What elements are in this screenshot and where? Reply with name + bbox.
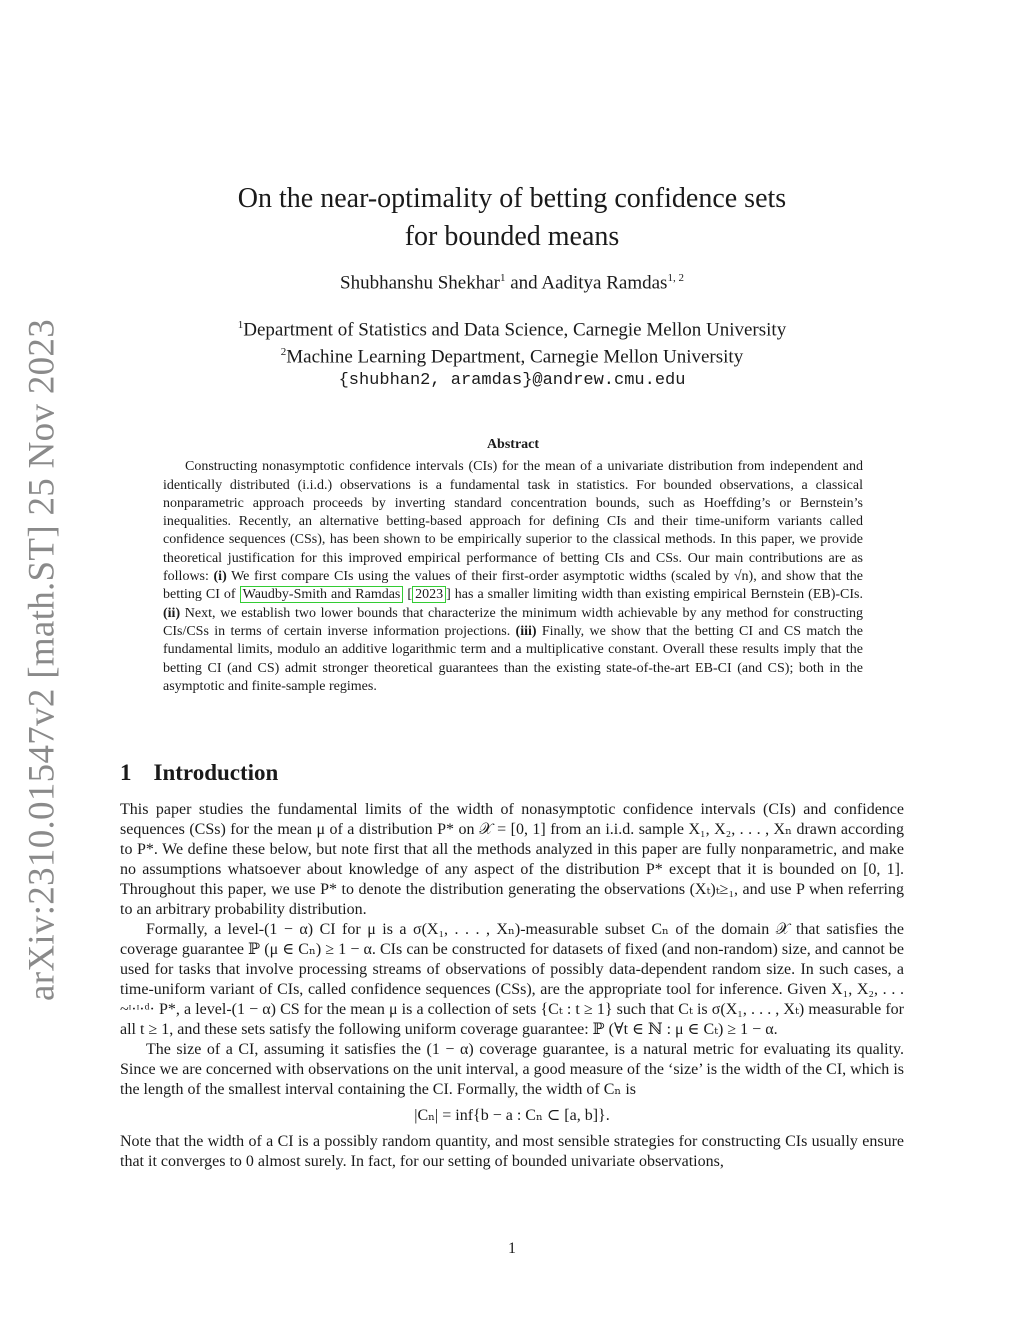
body-text [120,800,904,1172]
author-1-affil: 1 [499,272,506,284]
arxiv-identifier: arXiv:2310.01547v2 [math.ST] 25 Nov 2023 [21,318,63,1002]
abstract [163,436,863,696]
abstract-heading: Abstract [486,437,540,452]
email: {shubhan2, aramdas}@andrew.cmu.edu [338,370,686,390]
citation-year-link[interactable]: 2023 [412,586,446,603]
authors-and: and [505,272,542,294]
abstract-part-5: Finally, we show that the betting CI and CS match the fundamental limits, modulo an additive logarithmic term and a multiplicative constant. Overall these results imply that the betting CI (and CS) admit stronger theoretical guarantees than the existing state-of-the-art EB-CI (and CS); both in the asymptotic and finite-sample regimes. [163,623,863,694]
affiliation-1-marker: 1 [237,319,244,331]
authors [150,272,874,294]
abstract-part-2: We first compare CIs using the values of their first-order asymptotic widths (scaled by √n), and show that the betting CI of [163,569,864,603]
section-title: Introduction [153,760,279,785]
abstract-part-3: has a smaller limiting width than existing empirical Bernstein (EB)-CIs. [450,587,864,603]
author-2-affil: 1, 2 [667,272,684,284]
paragraph-1: This paper studies the fundamental limits of the width of nonasymptotic confidence intervals (CIs) and confidence sequences (CSs) for the mean μ of a distribution P* on 𝒳 = [0, 1] from an i.i.d. sample X₁, X₂, . . . , Xₙ drawn according to P*. We define these below, but note first that all the methods analyzed in this paper are fully nonparametric, and make no assumptions whatsoever about knowledge of any aspect of the distribution P* except that it is bounded on [0, 1]. Throughout this paper, we use P* to denote the distribution generating the observations (Xₜ)ₜ≥₁, and use P when referring to an arbitrary probability distribution. [120,801,904,918]
citation-link[interactable]: Waudby-Smith and Ramdas [240,586,404,603]
abstract-part-1: Constructing nonasymptotic confidence intervals (CIs) for the mean of a univariate distribution from independent and identically distributed (i.i.d.) observations is a fundamental task in statistics. For bounded observations, a classical nonparametric approach proceeds by inverting standard concentration bounds, such as Hoeffding’s or Bernstein’s inequalities. Recently, an alternative betting-based approach for defining CIs and their time-uniform variants called confidence sequences (CSs), has been shown to be empirically superior to the classical methods. In this paper, we provide theoretical justification for this improved empirical performance of betting CIs and CSs. Our main contributions are as follows: [163,459,863,585]
section-heading [120,760,278,786]
author-2: Aaditya Ramdas [541,272,668,294]
author-1: Shubhanshu Shekhar [340,272,500,294]
section-number: 1 [120,760,132,785]
paper-title [150,180,874,256]
title-line-1: On the near-optimality of betting confidence sets [237,183,787,214]
abstract-text: Constructing nonasymptotic confidence intervals (CIs) for the mean of a univariate distribution from independent and identically distributed (i.i.d.) observations is a fundamental task in statistics. For bounded observations, a classical nonparametric approach proceeds by inverting standard concentration bounds, such as Hoeffding’s or Bernstein’s inequalities. Recently, an alternative betting-based approach for defining CIs and their time-uniform variants called confidence sequences (CSs), has been shown to be empirically superior to the classical methods. In this paper, we provide theoretical justification for this improved empirical performance of betting CIs and CSs. Our main contributions are as follows: (i) We first compare CIs using the values of their first-order asymptotic widths (scaled by √n), and show that the betting CI of Waudby-Smith and Ramdas [ 2023 ] has a smaller limiting width than existing empirical Bernstein (EB)-CIs. (ii) Next, we establish two lower bounds that characterize the minimum width achievable by any method for constructing CIs/CSs in terms of certain inverse information projections. (iii) Finally, we show that the betting CI and CS match the fundamental limits, modulo an additive logarithmic term and a multiplicative constant. Overall these results imply that the betting CI (and CS) admit stronger theoretical guarantees than the existing state-of-the-art EB-CI (and CS); both in the asymptotic and finite-sample regimes. [163,459,864,694]
affiliation-1 [150,314,874,341]
contribution-i-label: (i) [213,569,227,585]
paragraph-2: Formally, a level-(1 − α) CI for μ is a σ(X₁, . . . , Xₙ)-measurable subset Cₙ of the domain 𝒳 that satisfies the coverage guarantee ℙ (μ ∈ Cₙ) ≥ 1 − α. CIs can be constructed for datasets of fixed (and non-random) size, and cannot be used for tasks that involve processing streams of observations of possibly data-dependent random size. In such cases, a time-uniform variant of CIs, called confidence sequences (CSs), are the appropriate tool for inference. Given X₁, X₂, . . . ~ᶦ·ᶦ·ᵈ· P*, a level-(1 − α) CS for the mean μ is a collection of sets {Cₜ : t ≥ 1} such that Cₜ is σ(X₁, . . . , Xₜ) measurable for all t ≥ 1, and these sets satisfy the following uniform coverage guarantee: ℙ (∀t ∈ ℕ : μ ∈ Cₜ) ≥ 1 − α. [120,921,904,1038]
paragraph-4: Note that the width of a CI is a possibly random quantity, and most sensible strategies for constructing CIs usually ensure that it converges to 0 almost surely. In fact, for our setting of bounded univariate observations, [120,1133,904,1170]
width-equation: |Cₙ| = inf{b − a : Cₙ ⊂ [a, b]}. [414,1107,610,1124]
page-number: 1 [508,1240,516,1257]
paragraph-3: The size of a CI, assuming it satisfies the (1 − α) coverage guarantee, is a natural metric for evaluating its quality. Since we are concerned with observations on the unit interval, a good measure of the ‘size’ is the width of the CI, which is the length of the smallest interval containing the CI. Formally, the width of Cₙ is [120,1041,904,1098]
affiliation-1-text: Department of Statistics and Data Science, Carnegie Mellon University [243,319,787,341]
abstract-part-4: Next, we establish two lower bounds that characterize the minimum width achievable by any method for constructing CIs/CSs in terms of certain inverse information projections. [163,605,863,639]
contribution-iii-label: (iii) [515,623,537,639]
affiliation-2-text: Machine Learning Department, Carnegie Mellon University [286,346,744,368]
arxiv-sidebar [14,318,70,1002]
affiliation-2-marker: 2 [280,346,287,359]
contribution-ii-label: (ii) [163,605,181,621]
title-line-2: for bounded means [404,221,620,252]
affiliations [150,314,874,392]
affiliation-2 [150,341,874,368]
